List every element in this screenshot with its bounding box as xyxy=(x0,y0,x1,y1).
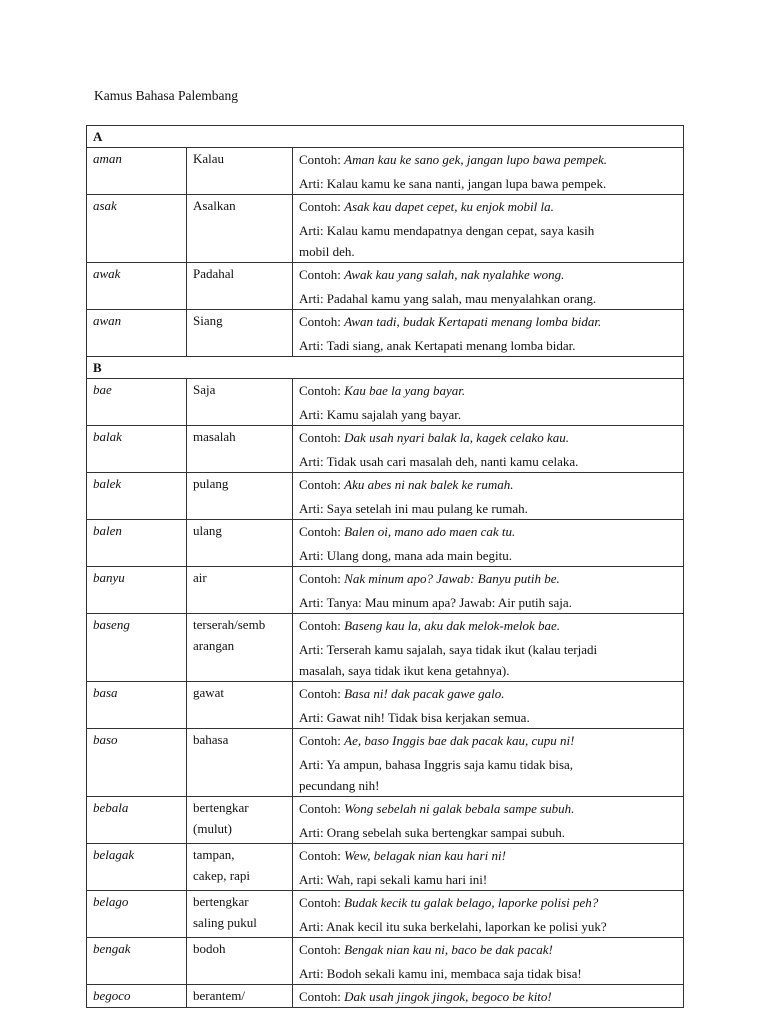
entry-word: basa xyxy=(87,682,187,729)
entry-row xyxy=(87,379,684,426)
entry-example xyxy=(293,682,684,729)
dictionary-body xyxy=(87,126,684,1008)
example-line xyxy=(299,148,677,170)
entry-meaning xyxy=(187,379,293,426)
example-line xyxy=(299,195,677,217)
section-letter: B xyxy=(87,357,684,379)
entry-example xyxy=(293,473,684,520)
entry-word: banyu xyxy=(87,567,187,614)
example-line xyxy=(299,426,677,448)
example-text: Wong sebelah ni galak bebala sampe subuh. xyxy=(344,801,575,816)
entry-row xyxy=(87,426,684,473)
example-text: Asak kau dapet cepet, ku enjok mobil la. xyxy=(344,199,554,214)
example-text: Kau bae la yang bayar. xyxy=(344,383,466,398)
entry-meaning xyxy=(187,473,293,520)
translation-line: Arti: Tadi siang, anak Kertapati menang lomba bidar. xyxy=(299,338,576,353)
meaning-line: air xyxy=(193,570,207,585)
translation-line: Arti: Gawat nih! Tidak bisa kerjakan semua. xyxy=(299,710,530,725)
meaning-line: Kalau xyxy=(193,151,225,166)
entry-example xyxy=(293,148,684,195)
entry-row xyxy=(87,473,684,520)
example-prefix: Contoh: xyxy=(299,895,345,910)
entry-word: balak xyxy=(87,426,187,473)
example-prefix: Contoh: xyxy=(299,686,345,701)
entry-example xyxy=(293,520,684,567)
example-line xyxy=(299,379,677,401)
translation-block xyxy=(299,704,677,728)
entry-row xyxy=(87,195,684,263)
entry-row xyxy=(87,148,684,195)
example-prefix: Contoh: xyxy=(299,267,345,282)
meaning-line: bertengkar xyxy=(193,894,249,909)
example-text: Basa ni! dak pacak gawe galo. xyxy=(344,686,505,701)
translation-block xyxy=(299,495,677,519)
entry-row xyxy=(87,891,684,938)
example-line xyxy=(299,473,677,495)
example-prefix: Contoh: xyxy=(299,199,345,214)
meaning-line: gawat xyxy=(193,685,225,700)
entry-example xyxy=(293,263,684,310)
entry-meaning xyxy=(187,614,293,682)
entry-example xyxy=(293,938,684,985)
entry-example xyxy=(293,379,684,426)
meaning-line: ulang xyxy=(193,523,222,538)
entry-row xyxy=(87,985,684,1008)
translation-line: Arti: Saya setelah ini mau pulang ke rumah. xyxy=(299,501,528,516)
entry-meaning xyxy=(187,938,293,985)
example-line xyxy=(299,682,677,704)
entry-word: bengak xyxy=(87,938,187,985)
entry-example xyxy=(293,985,684,1008)
entry-word: baso xyxy=(87,729,187,797)
section-letter: A xyxy=(87,126,684,148)
entry-meaning xyxy=(187,263,293,310)
translation-block xyxy=(299,636,677,681)
entry-word: asak xyxy=(87,195,187,263)
example-line xyxy=(299,729,677,751)
section-header-row xyxy=(87,357,684,379)
entry-meaning xyxy=(187,844,293,891)
entry-word: awan xyxy=(87,310,187,357)
translation-block xyxy=(299,913,677,937)
document-title: Kamus Bahasa Palembang xyxy=(94,88,238,103)
example-text: Ae, baso Inggis bae dak pacak kau, cupu ni! xyxy=(344,733,575,748)
meaning-line: bodoh xyxy=(193,941,226,956)
translation-line: Arti: Kalau kamu mendapatnya dengan cepat, saya kasih xyxy=(299,223,595,238)
entry-example xyxy=(293,310,684,357)
example-line xyxy=(299,567,677,589)
entry-meaning xyxy=(187,148,293,195)
translation-block xyxy=(299,401,677,425)
entry-word: belagak xyxy=(87,844,187,891)
entry-row xyxy=(87,614,684,682)
example-prefix: Contoh: xyxy=(299,524,345,539)
example-line xyxy=(299,891,677,913)
entry-example xyxy=(293,891,684,938)
meaning-line: terserah/semb xyxy=(193,617,266,632)
translation-line: masalah, saya tidak ikut kena getahnya). xyxy=(299,663,510,678)
example-prefix: Contoh: xyxy=(299,848,345,863)
entry-meaning xyxy=(187,797,293,844)
example-prefix: Contoh: xyxy=(299,989,345,1004)
translation-line: Arti: Anak kecil itu suka berkelahi, laporkan ke polisi yuk? xyxy=(299,919,607,934)
entry-meaning xyxy=(187,520,293,567)
example-text: Dak usah jingok jingok, begoco be kito! xyxy=(344,989,552,1004)
example-text: Awan tadi, budak Kertapati menang lomba bidar. xyxy=(344,314,602,329)
meaning-line: bertengkar xyxy=(193,800,249,815)
entry-example xyxy=(293,614,684,682)
section-header-row xyxy=(87,126,684,148)
entry-row xyxy=(87,310,684,357)
meaning-line: saling pukul xyxy=(193,915,257,930)
entry-row xyxy=(87,520,684,567)
entry-example xyxy=(293,567,684,614)
translation-block xyxy=(299,332,677,356)
translation-line: Arti: Wah, rapi sekali kamu hari ini! xyxy=(299,872,488,887)
meaning-line: berantem/ xyxy=(193,988,245,1003)
example-text: Aman kau ke sano gek, jangan lupo bawa pempek. xyxy=(344,152,607,167)
entry-example xyxy=(293,797,684,844)
example-prefix: Contoh: xyxy=(299,618,345,633)
entry-example xyxy=(293,844,684,891)
entry-meaning xyxy=(187,310,293,357)
meaning-line: (mulut) xyxy=(193,821,232,836)
entry-row xyxy=(87,263,684,310)
example-text: Nak minum apo? Jawab: Banyu putih be. xyxy=(344,571,560,586)
example-line xyxy=(299,985,677,1007)
translation-line: Arti: Ulang dong, mana ada main begitu. xyxy=(299,548,513,563)
example-prefix: Contoh: xyxy=(299,733,345,748)
translation-line: Arti: Ya ampun, bahasa Inggris saja kamu tidak bisa, xyxy=(299,757,574,772)
example-line xyxy=(299,310,677,332)
translation-line: pecundang nih! xyxy=(299,778,380,793)
translation-line: Arti: Terserah kamu sajalah, saya tidak ikut (kalau terjadi xyxy=(299,642,598,657)
entry-meaning xyxy=(187,426,293,473)
example-prefix: Contoh: xyxy=(299,314,345,329)
translation-block xyxy=(299,217,677,262)
entry-word: bae xyxy=(87,379,187,426)
example-text: Awak kau yang salah, nak nyalahke wong. xyxy=(344,267,565,282)
meaning-line: arangan xyxy=(193,638,235,653)
translation-line: Arti: Tanya: Mau minum apa? Jawab: Air putih saja. xyxy=(299,595,572,610)
meaning-line: cakep, rapi xyxy=(193,868,251,883)
entry-row xyxy=(87,729,684,797)
example-prefix: Contoh: xyxy=(299,801,345,816)
entry-example xyxy=(293,426,684,473)
entry-meaning xyxy=(187,729,293,797)
example-prefix: Contoh: xyxy=(299,152,345,167)
example-text: Aku abes ni nak balek ke rumah. xyxy=(344,477,514,492)
entry-word: begoco xyxy=(87,985,187,1008)
example-line xyxy=(299,844,677,866)
example-prefix: Contoh: xyxy=(299,942,345,957)
translation-block xyxy=(299,751,677,796)
entry-row xyxy=(87,797,684,844)
meaning-line: Padahal xyxy=(193,266,235,281)
meaning-line: Asalkan xyxy=(193,198,236,213)
translation-line: Arti: Kalau kamu ke sana nanti, jangan lupa bawa pempek. xyxy=(299,176,607,191)
example-prefix: Contoh: xyxy=(299,571,345,586)
example-line xyxy=(299,263,677,285)
dictionary-table xyxy=(86,125,684,1008)
example-prefix: Contoh: xyxy=(299,430,345,445)
example-line xyxy=(299,938,677,960)
entry-example xyxy=(293,195,684,263)
translation-line: Arti: Kamu sajalah yang bayar. xyxy=(299,407,462,422)
translation-line: Arti: Padahal kamu yang salah, mau menyalahkan orang. xyxy=(299,291,597,306)
entry-word: baseng xyxy=(87,614,187,682)
example-line xyxy=(299,797,677,819)
entry-example xyxy=(293,729,684,797)
entry-word: balen xyxy=(87,520,187,567)
example-line xyxy=(299,614,677,636)
entry-word: bebala xyxy=(87,797,187,844)
translation-block xyxy=(299,866,677,890)
translation-block xyxy=(299,960,677,984)
entry-row xyxy=(87,682,684,729)
example-prefix: Contoh: xyxy=(299,477,345,492)
entry-row xyxy=(87,567,684,614)
example-line xyxy=(299,520,677,542)
example-prefix: Contoh: xyxy=(299,383,345,398)
meaning-line: tampan, xyxy=(193,847,235,862)
entry-word: belago xyxy=(87,891,187,938)
entry-word: balek xyxy=(87,473,187,520)
translation-block xyxy=(299,170,677,194)
meaning-line: Saja xyxy=(193,382,216,397)
example-text: Dak usah nyari balak la, kagek celako kau. xyxy=(344,430,570,445)
translation-line: Arti: Bodoh sekali kamu ini, membaca saja tidak bisa! xyxy=(299,966,582,981)
translation-block xyxy=(299,542,677,566)
entry-meaning xyxy=(187,567,293,614)
translation-line: mobil deh. xyxy=(299,244,355,259)
meaning-line: masalah xyxy=(193,429,236,444)
entry-meaning xyxy=(187,891,293,938)
meaning-line: bahasa xyxy=(193,732,229,747)
entry-word: awak xyxy=(87,263,187,310)
entry-row xyxy=(87,844,684,891)
meaning-line: Siang xyxy=(193,313,223,328)
entry-meaning xyxy=(187,195,293,263)
entry-meaning xyxy=(187,985,293,1008)
translation-line: Arti: Tidak usah cari masalah deh, nanti kamu celaka. xyxy=(299,454,579,469)
entry-row xyxy=(87,938,684,985)
example-text: Wew, belagak nian kau hari ni! xyxy=(344,848,506,863)
entry-word: aman xyxy=(87,148,187,195)
example-text: Balen oi, mano ado maen cak tu. xyxy=(344,524,516,539)
translation-line: Arti: Orang sebelah suka bertengkar sampai subuh. xyxy=(299,825,566,840)
translation-block xyxy=(299,285,677,309)
example-text: Budak kecik tu galak belago, laporke polisi peh? xyxy=(344,895,599,910)
meaning-line: pulang xyxy=(193,476,229,491)
entry-meaning xyxy=(187,682,293,729)
example-text: Bengak nian kau ni, baco be dak pacak! xyxy=(344,942,553,957)
translation-block xyxy=(299,589,677,613)
example-text: Baseng kau la, aku dak melok-melok bae. xyxy=(344,618,561,633)
translation-block xyxy=(299,448,677,472)
translation-block xyxy=(299,819,677,843)
